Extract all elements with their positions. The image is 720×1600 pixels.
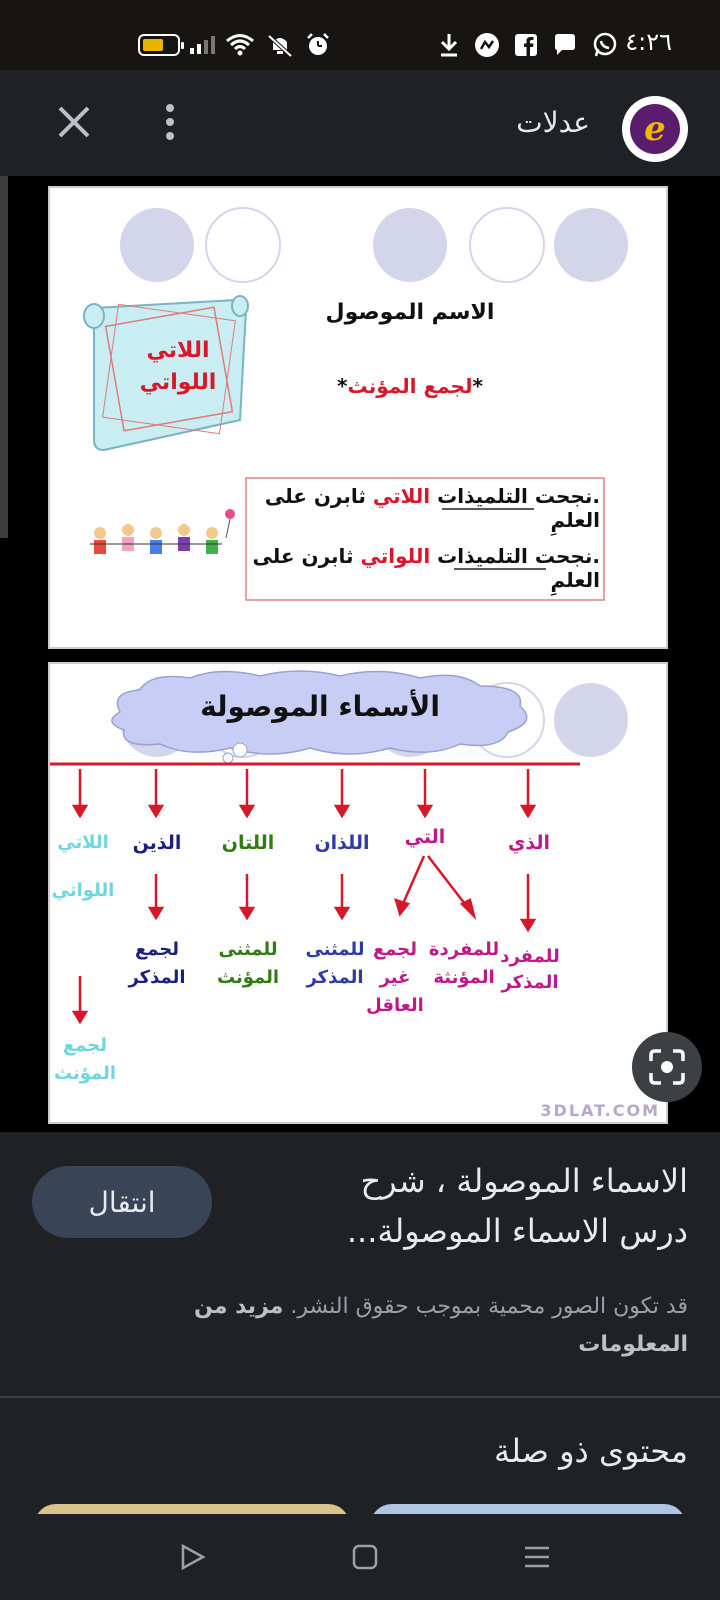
status-bar bbox=[0, 0, 720, 70]
usage-alladhan-line2: المذكر bbox=[306, 967, 364, 988]
subtitle-star: * bbox=[472, 374, 483, 398]
more-options-icon[interactable] bbox=[160, 102, 180, 142]
more-info-link[interactable]: مزيد من المعلومات bbox=[194, 1294, 688, 1357]
image-preview[interactable] bbox=[0, 176, 720, 1132]
usage-allati-b bbox=[362, 936, 428, 1020]
watermark: 3DLAT.COM bbox=[540, 1101, 660, 1120]
sentence2-noun: التلميذات bbox=[437, 544, 528, 568]
pronoun-allawati: اللواتي bbox=[51, 880, 115, 901]
slide-relative-pronouns-chart bbox=[48, 662, 668, 1124]
system-nav-bar bbox=[0, 1514, 720, 1600]
usage-alladhi-line2: المذكر bbox=[501, 972, 559, 993]
site-logo[interactable] bbox=[622, 96, 688, 162]
pronoun-allati: التي bbox=[404, 826, 446, 848]
related-content-title: محتوى ذو صلة bbox=[494, 1432, 688, 1470]
usage-allati-a-line1: للمفردة bbox=[428, 939, 500, 960]
back-triangle-icon bbox=[179, 1543, 207, 1571]
sentence1-start: .نجحت bbox=[527, 484, 600, 508]
usage-alladhina-line1: لجمع bbox=[134, 939, 180, 960]
usage-allatan-line1: للمثنى bbox=[218, 939, 278, 960]
chat-icon bbox=[552, 33, 578, 57]
slide1-title: الاسم الموصول bbox=[325, 300, 495, 325]
slide2-graphic bbox=[50, 664, 668, 1124]
lens-search-button[interactable] bbox=[632, 1032, 702, 1102]
pronoun-allati-plural: اللاتي bbox=[57, 832, 109, 853]
usage-alladhi-line1: للمفرد bbox=[500, 946, 560, 967]
visit-button[interactable]: انتقال bbox=[32, 1166, 212, 1238]
wifi-icon bbox=[225, 33, 255, 57]
site-name[interactable]: عدلات bbox=[516, 106, 590, 139]
usage-allati-plural-line1: لجمع bbox=[62, 1035, 108, 1056]
site-logo-letter: e bbox=[630, 104, 680, 154]
usage-allati-a-line2: المؤنثة bbox=[433, 967, 495, 988]
usage-allati-b-line3: العاقل bbox=[366, 995, 424, 1016]
menu-lines-icon bbox=[523, 1543, 551, 1571]
recents-button[interactable] bbox=[520, 1540, 554, 1574]
copyright-text: قد تكون الصور محمية بموجب حقوق النشر. bbox=[283, 1294, 688, 1319]
usage-alladhina-line2: المذكر bbox=[128, 967, 186, 988]
children-clipart bbox=[90, 509, 235, 554]
example-sentence-2 bbox=[248, 544, 600, 592]
home-square-icon bbox=[352, 1544, 378, 1570]
usage-allati-a bbox=[428, 936, 500, 992]
result-title-line2: درس الاسماء الموصولة... bbox=[346, 1212, 688, 1250]
example-sentence-1 bbox=[248, 484, 600, 532]
result-title[interactable] bbox=[258, 1156, 688, 1256]
cloud-title: الأسماء الموصولة bbox=[200, 690, 440, 723]
mute-icon bbox=[265, 32, 295, 58]
scroll-word-allati: اللاتي bbox=[146, 338, 210, 363]
back-button[interactable] bbox=[176, 1540, 210, 1574]
battery-icon bbox=[138, 34, 180, 56]
whatsapp-icon bbox=[592, 32, 618, 58]
viewer-top-bar bbox=[0, 70, 720, 176]
usage-allatan-line2: المؤنث bbox=[216, 967, 280, 988]
sentence2-start: .نجحت bbox=[527, 544, 600, 568]
app-notification-icon bbox=[474, 32, 500, 58]
sentence1-end: ثابرن على العلمِ bbox=[264, 484, 600, 532]
subtitle-star-end: * bbox=[337, 374, 348, 398]
slide1-subtitle bbox=[310, 374, 510, 398]
clock: ٤:٢٦ bbox=[625, 28, 672, 56]
usage-allati-b-line1: لجمع bbox=[372, 939, 418, 960]
status-icons-left bbox=[138, 30, 331, 60]
result-title-line1: الاسماء الموصولة ، شرح bbox=[360, 1162, 688, 1200]
sentence1-relative: اللاتي bbox=[365, 484, 438, 508]
sentence2-relative: اللواتي bbox=[353, 544, 438, 568]
usage-allati-b-line2: غير bbox=[379, 967, 411, 988]
usage-allatan bbox=[206, 936, 290, 992]
usage-alladhina bbox=[120, 936, 194, 992]
alarm-icon bbox=[305, 32, 331, 58]
home-button[interactable] bbox=[348, 1540, 382, 1574]
scroll-word-allawati: اللواتي bbox=[139, 370, 217, 395]
pronoun-alladhan: اللذان bbox=[314, 832, 370, 854]
pronoun-alladhi: الذي bbox=[507, 832, 551, 854]
usage-alladhi bbox=[490, 944, 570, 996]
subtitle-text: لجمع المؤنث bbox=[347, 374, 473, 398]
sentence2-end: ثابرن على العلمِ bbox=[252, 544, 600, 592]
signal-icon bbox=[190, 36, 215, 54]
usage-alladhan bbox=[300, 936, 370, 992]
usage-allati-plural-line2: المؤنث bbox=[53, 1063, 117, 1084]
download-icon bbox=[438, 32, 460, 58]
lens-icon bbox=[647, 1047, 687, 1087]
divider bbox=[0, 1396, 720, 1398]
pronoun-alladhina: الذين bbox=[132, 832, 182, 854]
copyright-notice bbox=[88, 1288, 688, 1364]
sentence1-noun: التلميذات bbox=[437, 484, 528, 508]
close-icon[interactable] bbox=[54, 102, 94, 142]
slide-relative-pronoun-feminine-plural bbox=[48, 186, 668, 649]
scroll-indicator bbox=[0, 176, 8, 538]
result-info-panel bbox=[0, 1132, 720, 1400]
facebook-icon bbox=[514, 33, 538, 57]
usage-alladhan-line1: للمثنى bbox=[305, 939, 365, 960]
notification-icons bbox=[438, 30, 618, 60]
pronoun-allatan: اللتان bbox=[221, 832, 275, 854]
usage-allati-plural bbox=[50, 1032, 120, 1088]
